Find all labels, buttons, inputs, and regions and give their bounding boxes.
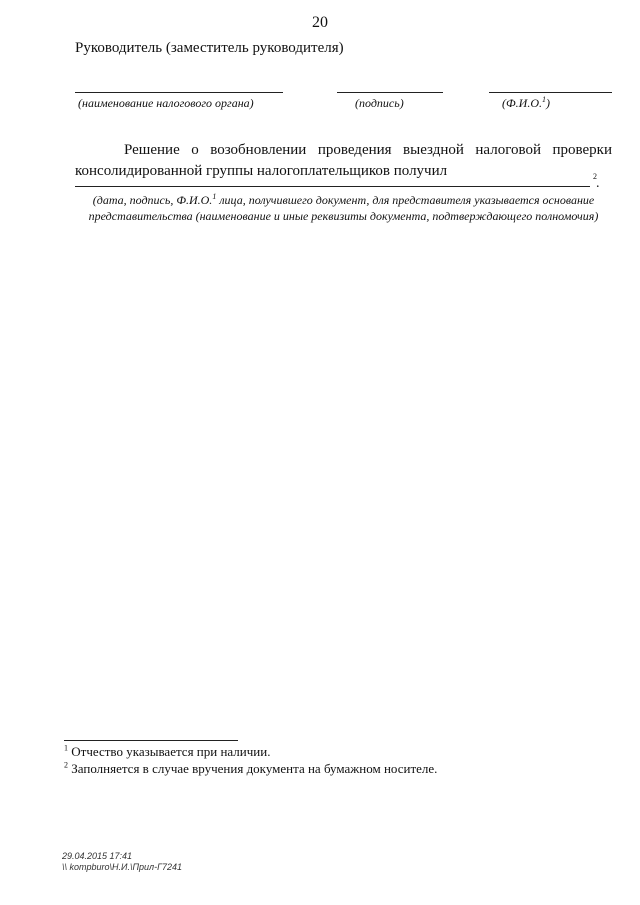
receipt-note-part2: лица, получившего документ, для представителя указывается основание представительства (наименование и иные реквизиты документа, подтверждающего полномочия) [88, 193, 599, 223]
receipt-note-part1: (дата, подпись, Ф.И.О. [92, 193, 213, 207]
decision-paragraph [75, 140, 612, 182]
page-number: 20 [312, 14, 328, 31]
receipt-end-dot: . [596, 176, 600, 191]
fio-caption-close: ) [545, 96, 550, 110]
print-date: 29.04.2015 17:41 [62, 851, 133, 861]
head-title: Руководитель (заместитель руководителя) [75, 40, 344, 56]
footnote-2-mark: 2 [64, 760, 68, 770]
signature-line [337, 92, 443, 93]
organ-caption: (наименование налогового органа) [78, 96, 254, 110]
footnote-2 [64, 761, 437, 777]
footnote-1-text: Отчество указывается при наличии. [68, 744, 271, 759]
print-path: \\ kompburo\Н.И.\Прил-Г7241 [62, 862, 182, 872]
receipt-end-mark: 2 [593, 172, 597, 181]
signature-caption: (подпись) [355, 96, 404, 110]
decision-line-2: консолидированной группы налогоплательщиков получил [75, 163, 448, 179]
decision-line-1: Решение о возобновлении проведения выездной налоговой проверки [124, 142, 612, 158]
footnote-2-text: Заполняется в случае вручения документа на бумажном носителе. [68, 761, 438, 776]
receipt-line [75, 186, 590, 187]
fio-line [489, 92, 612, 93]
receipt-note [75, 192, 612, 224]
fio-caption-text: (Ф.И.О. [502, 96, 542, 110]
fio-caption [502, 96, 550, 111]
fio-footnote-mark: 1 [541, 95, 546, 104]
footnote-1 [64, 744, 270, 760]
footnote-separator [64, 740, 238, 741]
receipt-note-mark: 1 [212, 192, 217, 201]
footnote-1-mark: 1 [64, 743, 68, 753]
organ-line [75, 92, 283, 93]
